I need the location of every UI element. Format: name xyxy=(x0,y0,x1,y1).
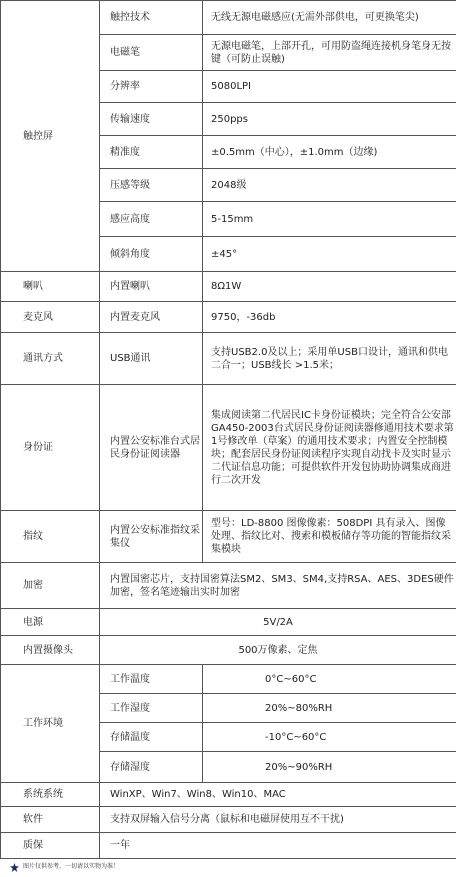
table-row xyxy=(1,302,456,333)
touch-label-4: 精准度 xyxy=(100,136,203,169)
table-row xyxy=(1,783,456,807)
table-row xyxy=(1,511,456,563)
brand-star-icon xyxy=(10,863,19,872)
touch-label-5: 压感等级 xyxy=(100,169,203,202)
footer-note-text: 图片仅供参考，一切请以实物为准！ xyxy=(23,863,120,870)
category-touch: 触控屏 xyxy=(1,1,100,272)
env-label-1: 工作湿度 xyxy=(100,694,203,723)
touch-value-3: 250pps xyxy=(203,103,456,136)
mic-label: 内置麦克风 xyxy=(100,302,203,333)
comm-value: 支持USB2.0及以上；采用单USB口设计，通讯和供电二合一；USB线长 >1.5米； xyxy=(203,333,456,385)
table-row xyxy=(1,1,456,35)
category-idcard: 身份证 xyxy=(1,385,100,511)
category-speaker: 喇叭 xyxy=(1,272,100,302)
touch-value-0: 无线无源电磁感应(无需外部供电，可更换笔尖) xyxy=(203,1,456,35)
category-encrypt: 加密 xyxy=(1,563,100,609)
footer-note xyxy=(10,862,119,872)
touch-value-1: 无源电磁笔，上部开孔，可用防盗绳连接机身笔身无按键（可防止误触) xyxy=(203,35,456,71)
touch-value-5: 2048级 xyxy=(203,169,456,202)
env-value-3: 20%~90%RH xyxy=(203,752,456,783)
touch-value-7: ±45° xyxy=(203,237,456,272)
category-software: 软件 xyxy=(1,807,100,833)
touch-label-2: 分辨率 xyxy=(100,71,203,103)
touch-label-0: 触控技术 xyxy=(100,1,203,35)
table-row xyxy=(1,563,456,609)
speaker-value: 8Ω1W xyxy=(203,272,456,302)
touch-label-1: 电磁笔 xyxy=(100,35,203,71)
power-value: 5V/2A xyxy=(100,609,456,636)
table-row xyxy=(1,609,456,636)
encrypt-value: 内置国密芯片，支持国密算法SM2、SM3、SM4,支持RSA、AES、3DES硬件加密，签名笔迹输出实时加密 xyxy=(100,563,456,609)
category-mic: 麦克风 xyxy=(1,302,100,333)
env-value-1: 20%~80%RH xyxy=(203,694,456,723)
table-row xyxy=(1,833,456,859)
table-row xyxy=(1,333,456,385)
warranty-value: 一年 xyxy=(100,833,456,859)
fingerprint-value: 型号：LD-8800 图像像素：508DPI 具有录入、图像处理、指纹比对、搜索和模板储存等功能的智能指纹采集模块 xyxy=(203,511,456,563)
env-label-2: 存储温度 xyxy=(100,723,203,752)
category-env: 工作环境 xyxy=(1,665,100,783)
table-row xyxy=(1,807,456,833)
touch-value-4: ±0.5mm（中心），±1.0mm（边缘) xyxy=(203,136,456,169)
software-value: 支持双屏输入信号分离（鼠标和电磁屏使用互不干扰) xyxy=(100,807,456,833)
touch-value-2: 5080LPI xyxy=(203,71,456,103)
category-warranty: 质保 xyxy=(1,833,100,859)
category-fingerprint: 指纹 xyxy=(1,511,100,563)
category-power: 电源 xyxy=(1,609,100,636)
env-value-0: 0°C~60°C xyxy=(203,665,456,694)
category-camera: 内置摄像头 xyxy=(1,636,100,665)
table-row xyxy=(1,385,456,511)
idcard-label: 内置公安标准台式居民身份证阅读器 xyxy=(100,385,203,511)
touch-label-6: 感应高度 xyxy=(100,202,203,237)
speaker-label: 内置喇叭 xyxy=(100,272,203,302)
env-value-2: -10°C~60°C xyxy=(203,723,456,752)
category-os: 系统系统 xyxy=(1,783,100,807)
touch-label-3: 传输速度 xyxy=(100,103,203,136)
mic-value: 9750，-36db xyxy=(203,302,456,333)
table-row xyxy=(1,272,456,302)
os-value: WinXP、Win7、Win8、Win10、MAC xyxy=(100,783,456,807)
touch-value-6: 5-15mm xyxy=(203,202,456,237)
env-label-3: 存储湿度 xyxy=(100,752,203,783)
comm-label: USB通讯 xyxy=(100,333,203,385)
camera-value: 500万像素、定焦 xyxy=(100,636,456,665)
env-label-0: 工作温度 xyxy=(100,665,203,694)
table-row xyxy=(1,665,456,694)
touch-label-7: 倾斜角度 xyxy=(100,237,203,272)
table-row xyxy=(1,636,456,665)
fingerprint-label: 内置公安标准指纹采集仪 xyxy=(100,511,203,563)
idcard-value: 集成阅读第二代居民IC卡身份证模块；完全符合公安部GA450-2003台式居民身份证阅读器修通用技术要求第1号修改单（草案）的通用技术要求；内置安全控制模块；配套居民身份证阅读程序实现自动找卡及实时显示二代证信息功能；可提供软件开发包协助协调集成商进行二次开发 xyxy=(203,385,456,511)
category-comm: 通讯方式 xyxy=(1,333,100,385)
